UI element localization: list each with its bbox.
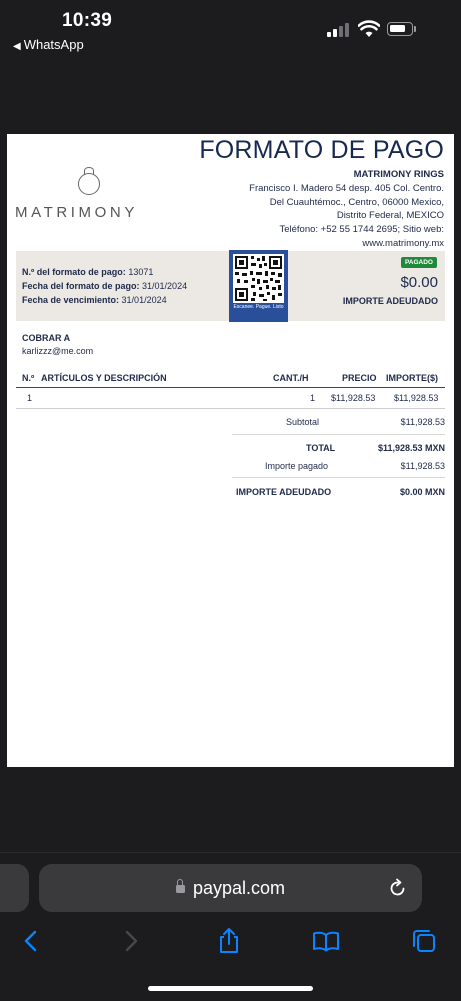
address-line: Del Cuauhtémoc., Centro, 06000 Mexico, — [269, 196, 444, 208]
paid-value: $11,928.53 — [400, 461, 445, 471]
payment-date: 31/01/2024 — [142, 281, 188, 291]
back-to-app-link[interactable] — [13, 37, 84, 52]
share-icon[interactable] — [215, 927, 243, 955]
status-badge: PAGADO — [401, 257, 437, 268]
address-line: Distrito Federal, MEXICO — [336, 210, 444, 222]
qr-code-icon — [233, 254, 284, 303]
bill-to-heading: COBRAR A — [22, 333, 71, 343]
lock-icon — [176, 885, 185, 893]
pdf-viewer[interactable] — [0, 62, 461, 852]
due-date-label: Fecha de vencimiento: — [22, 295, 120, 305]
payment-date-label: Fecha del formato de pago: — [22, 281, 140, 291]
col-desc-header: ARTÍCULOS Y DESCRIPCIÓN — [41, 373, 167, 383]
amount-due-label: IMPORTE ADEUDADO — [342, 296, 438, 306]
wifi-icon — [358, 20, 380, 38]
total-label: TOTAL — [306, 443, 336, 453]
forward-arrow-icon[interactable] — [117, 927, 145, 955]
row-amount: $11,928.53 — [394, 393, 439, 403]
payment-number: 13071 — [128, 267, 154, 277]
col-price-header: PRECIO — [342, 373, 377, 383]
col-qty-header: CANT./H — [273, 373, 309, 383]
divider — [232, 434, 445, 435]
back-triangle-icon: ◀ — [13, 41, 21, 52]
items-table-header — [22, 373, 445, 387]
due-label: IMPORTE ADEUDADO — [236, 487, 332, 497]
address-line: Teléfono: +52 55 1744 2695; Sitio web: — [279, 224, 444, 236]
subtotal-value: $11,928.53 — [400, 417, 445, 427]
back-app-label: WhatsApp — [23, 37, 84, 52]
url-text: paypal.com — [192, 878, 286, 898]
payment-meta-band — [16, 251, 445, 321]
payment-meta — [22, 265, 187, 307]
home-indicator — [148, 986, 313, 991]
bookmarks-icon[interactable] — [312, 927, 340, 955]
website-line: www.matrimony.mx — [362, 237, 444, 249]
battery-icon — [387, 22, 413, 36]
brand-logo — [15, 164, 165, 224]
payment-document — [7, 134, 454, 767]
col-num-header: N.º — [22, 373, 35, 383]
paid-label: Importe pagado — [265, 461, 329, 471]
ring-icon — [78, 173, 100, 195]
qr-caption: Escanee. Pague. Listo — [233, 304, 284, 310]
previous-tab-preview[interactable] — [0, 864, 29, 912]
logo-text: MATRIMONY — [15, 204, 138, 221]
due-date: 31/01/2024 — [121, 295, 167, 305]
company-info — [249, 168, 444, 251]
cellular-signal-icon — [327, 23, 351, 37]
tabs-icon[interactable] — [410, 927, 438, 955]
divider — [16, 387, 445, 388]
subtotal-label: Subtotal — [286, 417, 320, 427]
status-bar — [0, 0, 461, 62]
qr-code[interactable] — [229, 250, 288, 322]
reload-icon[interactable] — [388, 878, 408, 898]
bill-to — [22, 332, 93, 358]
row-num: 1 — [27, 393, 33, 403]
bill-to-email: karlizzz@me.com — [22, 346, 94, 356]
company-name: MATRIMONY RINGS — [353, 169, 444, 180]
row-price: $11,928.53 — [331, 393, 376, 403]
amount-due: $0.00 — [400, 274, 438, 291]
document-title: FORMATO DE PAGO — [199, 136, 444, 164]
back-arrow-icon[interactable] — [17, 927, 45, 955]
browser-toolbar — [0, 852, 461, 1001]
clock: 10:39 — [62, 10, 113, 31]
total-value: $11,928.53 MXN — [377, 443, 445, 453]
divider — [16, 408, 445, 409]
payment-number-label: N.º del formato de pago: — [22, 267, 126, 277]
row-qty: 1 — [310, 393, 316, 403]
address-bar[interactable] — [39, 864, 422, 912]
col-amount-header: IMPORTE($) — [386, 373, 439, 383]
divider — [232, 477, 445, 478]
address-line: Francisco I. Madero 54 desp. 405 Col. Centro. — [249, 182, 444, 194]
due-value: $0.00 MXN — [399, 487, 445, 497]
